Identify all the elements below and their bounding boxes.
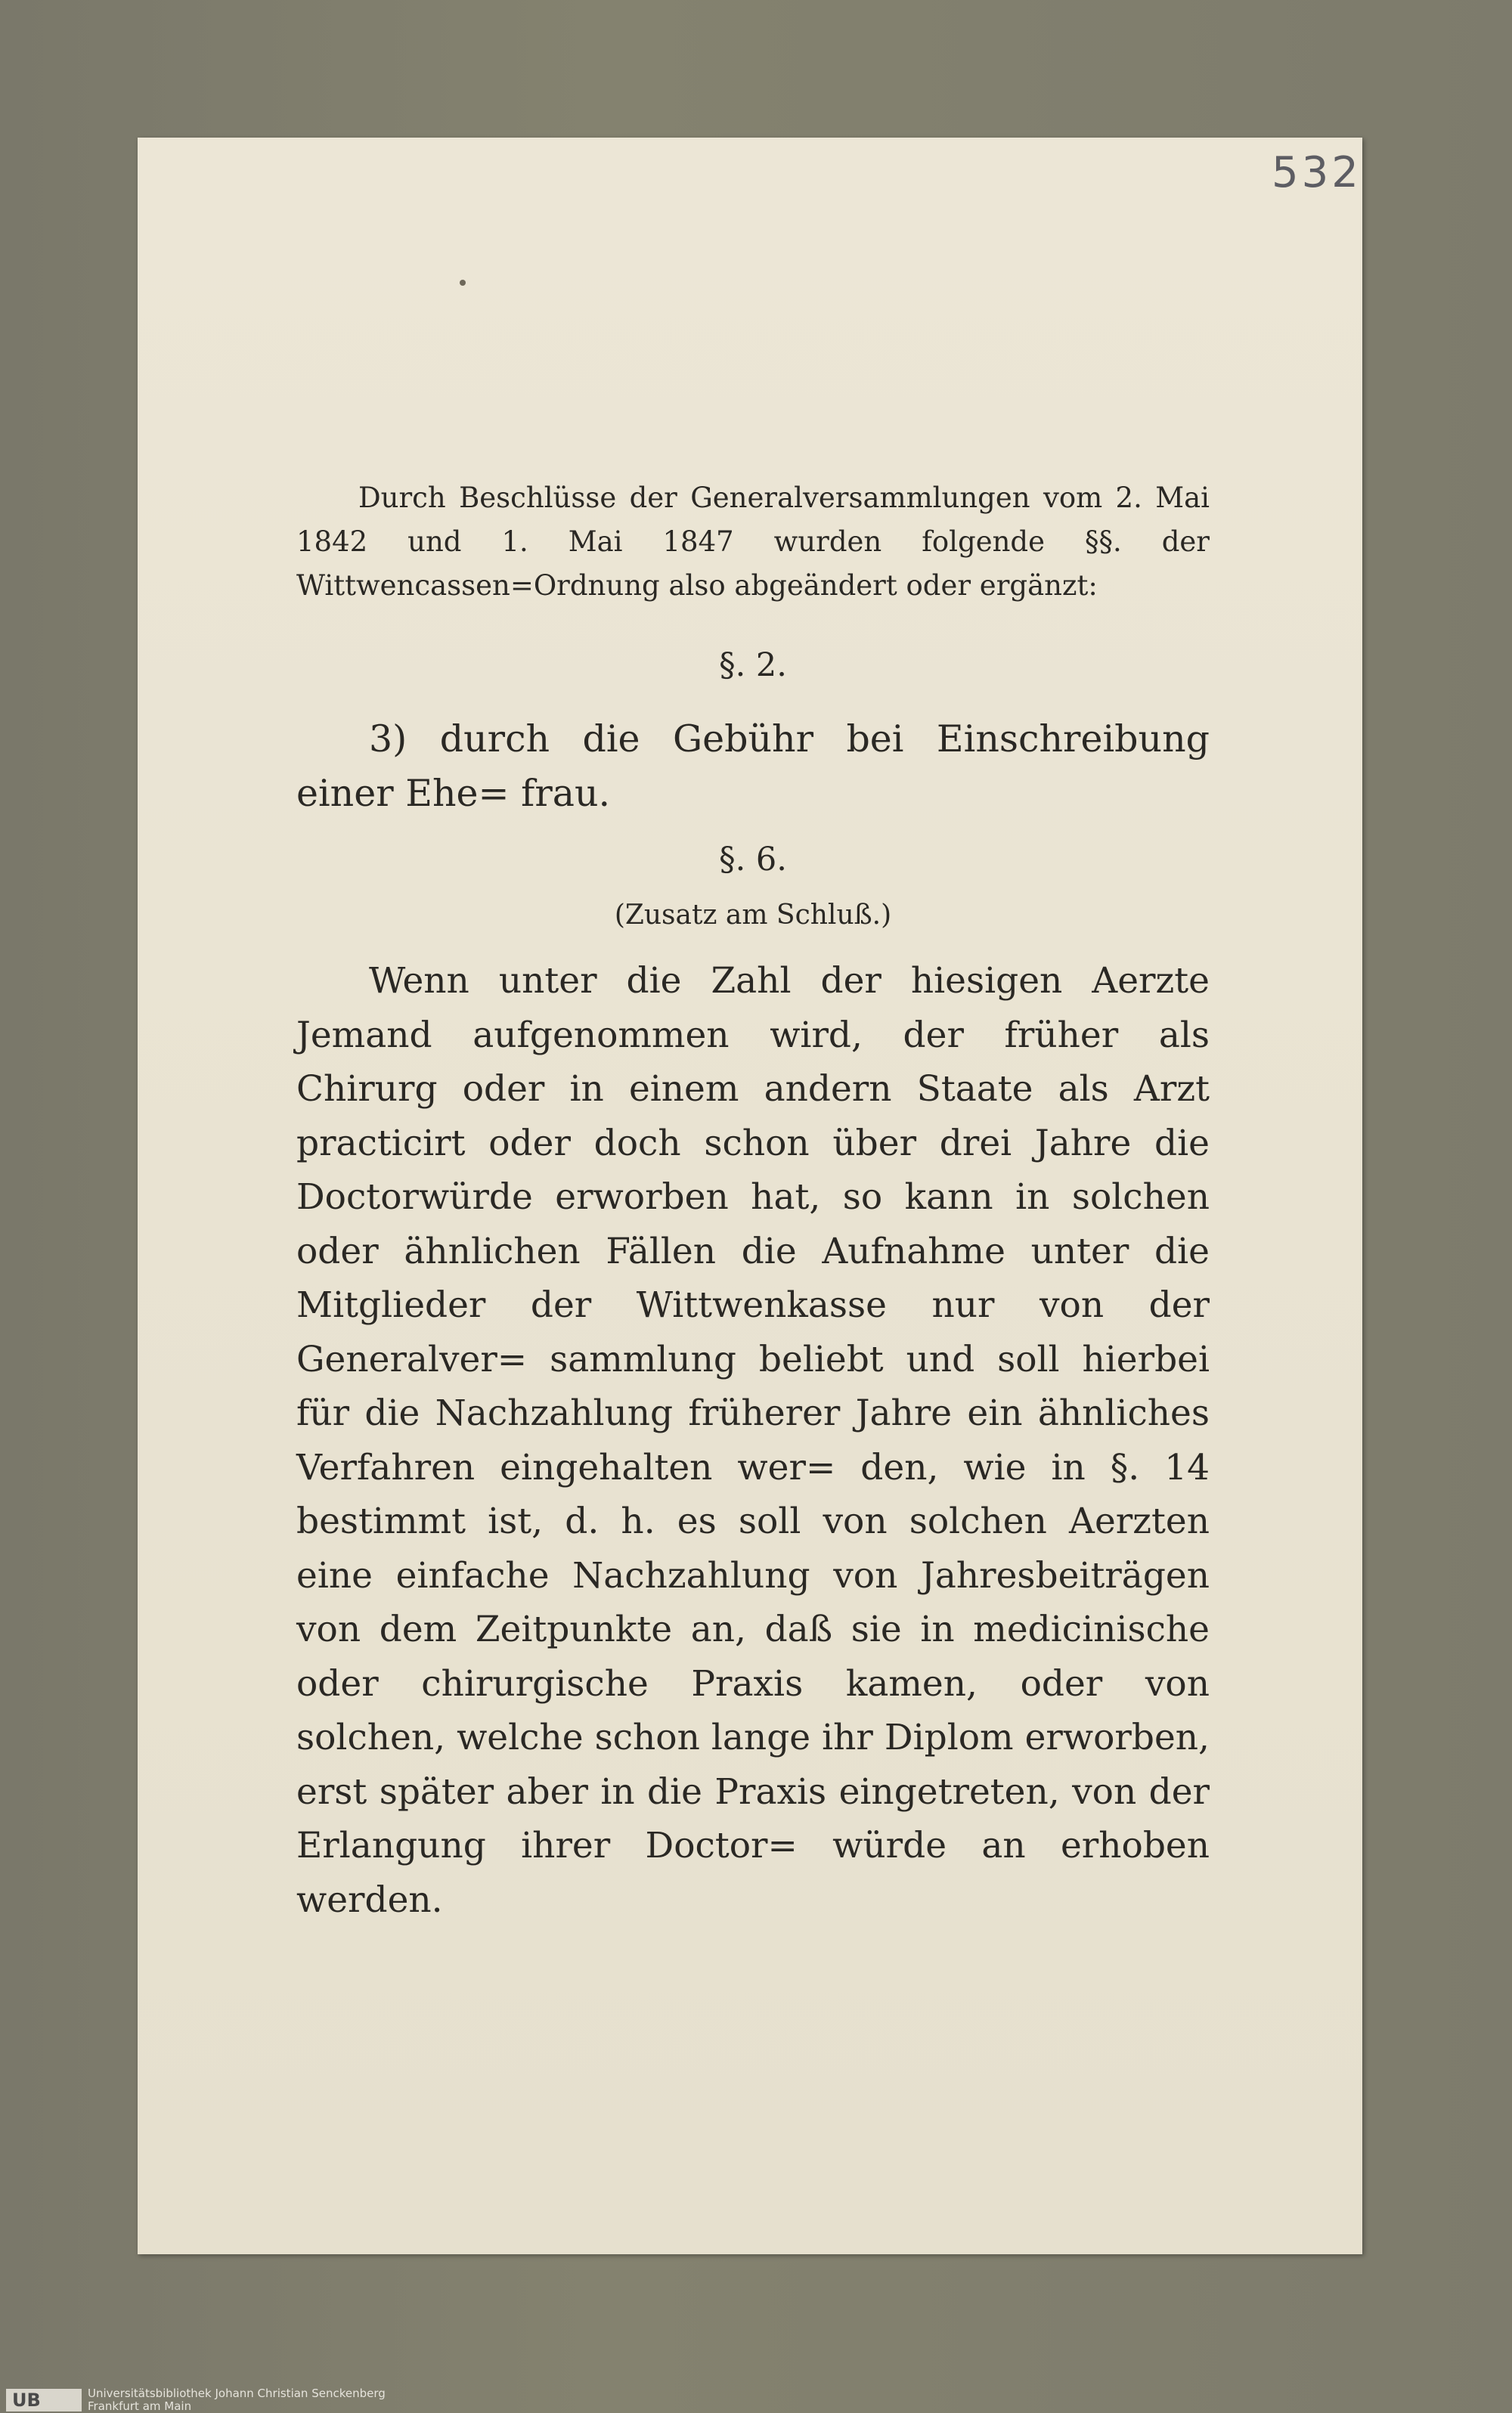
- library-name-line-2: Frankfurt am Main: [88, 2399, 192, 2413]
- section-6-heading: §. 6.: [719, 841, 787, 878]
- section-2-heading: §. 2.: [719, 646, 787, 684]
- library-name-line-1: Universitätsbibliothek Johann Christian Senckenberg: [88, 2387, 386, 2400]
- section-2-paragraph: 3) durch die Gebühr bei Einschreibung einer Ehe= frau.: [296, 717, 1210, 815]
- handwritten-page-number: 532: [1272, 148, 1362, 197]
- paper-spot: [460, 280, 466, 286]
- library-footer: [6, 2387, 386, 2413]
- section-6-note: (Zusatz am Schluß.): [614, 900, 892, 931]
- section-6-paragraph: Wenn unter die Zahl der hiesigen Aerzte Jemand aufgenommen wird, der früher als Chirurg oder in einem andern Staate als Arzt practicirt oder doch schon über drei Jahre die Doctorwürde erworben hat, so kann in solchen oder ähnlichen Fällen die Aufnahme unter die Mitglieder der Wittwenkasse nur von der Generalver= sammlung beliebt und soll hierbei für die Nachzahlung früherer Jahre ein ähnliches Verfahren eingehalten wer= den, wie in §. 14 bestimmt ist, d. h. es soll von solchen Aerzten eine einfache Nachzahlung von Jahresbeiträgen von dem Zeitpunkte an, daß sie in medicinische oder chirurgische Praxis kamen, oder von solchen, welche schon lange ihr Diplom erworben, erst später aber in die Praxis eingetreten, von der Erlangung ihrer Doctor= würde an erhoben werden.: [296, 960, 1210, 1921]
- intro-paragraph: Durch Beschlüsse der Generalversammlungen vom 2. Mai 1842 und 1. Mai 1847 wurden folgende §§. der Wittwencassen=Ordnung also abgeändert oder ergänzt:: [296, 482, 1210, 602]
- library-name: [88, 2387, 386, 2413]
- ub-logo: UB: [6, 2389, 82, 2411]
